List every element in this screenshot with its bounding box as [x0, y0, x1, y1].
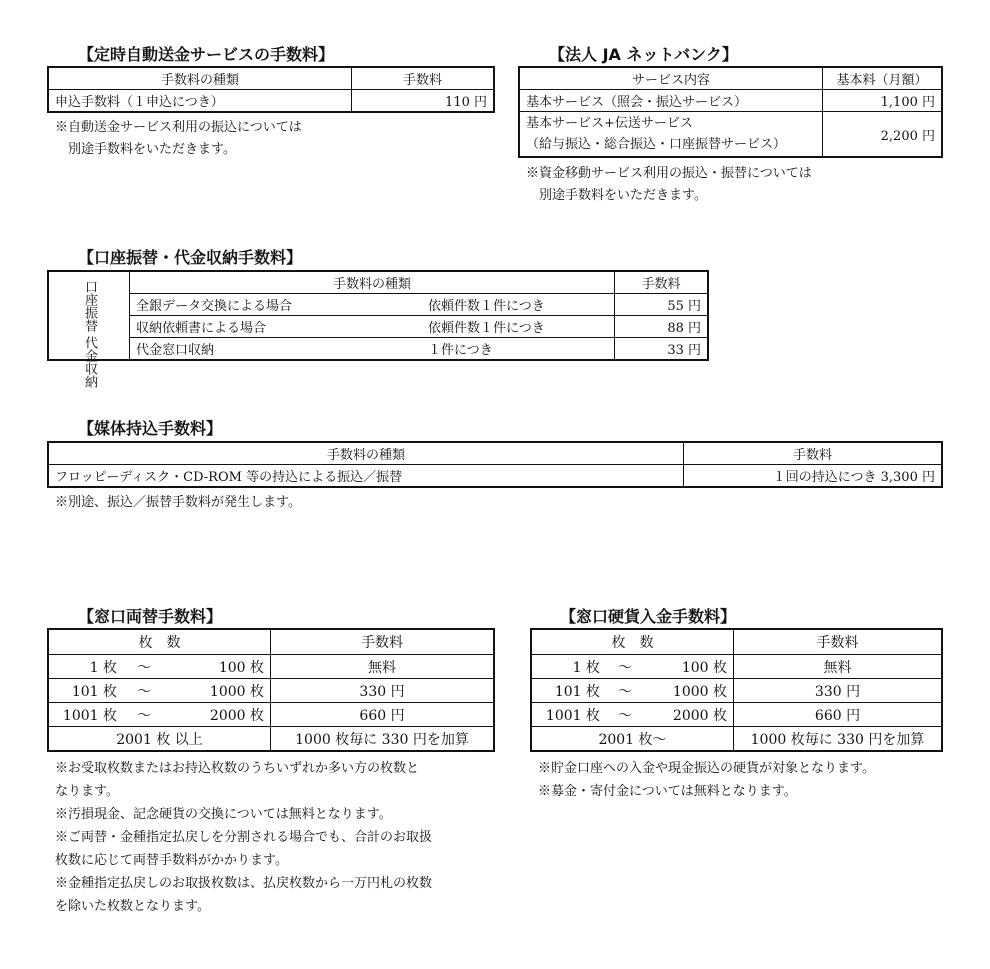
media-notes: [55, 492, 301, 514]
netbank-table: [518, 66, 943, 158]
note-line: ※自動送金サービス利用の振込については: [55, 120, 302, 135]
fee-cell: 660 円: [734, 703, 943, 727]
header-cell: 手数料: [684, 442, 943, 465]
table-header-row: [48, 442, 942, 465]
fee-cell: 330 円: [734, 679, 943, 703]
table-cell: 申込手数料（１申込につき）: [48, 90, 352, 113]
table-row: [48, 679, 494, 703]
account-transfer-table: [47, 270, 709, 388]
header-cell: サービス内容: [519, 67, 823, 90]
header-cell: 手数料: [734, 629, 943, 655]
range-tilde: ～: [123, 655, 165, 679]
cell-line: 基本サービス+伝送サービス: [526, 116, 693, 131]
count-to: 2000 枚: [165, 703, 271, 727]
table-cell: [519, 112, 823, 158]
header-cell: 枚 数: [48, 629, 271, 655]
table-cell: 2,200 円: [823, 112, 943, 158]
fee-cell: 無料: [271, 655, 495, 679]
table-row: [531, 703, 942, 727]
note-line: を除いた枚数となります。: [55, 899, 210, 914]
side-label: 口座振替 代金収納: [82, 279, 97, 388]
account-transfer-title: 【口座振替・代金収納手数料】: [78, 248, 303, 267]
note-line: ※別途、振込／振替手数料が発生します。: [55, 495, 301, 510]
fee-cell: 1000 枚毎に 330 円を加算: [271, 727, 495, 752]
table-cell: 依頼件数１件につき: [422, 294, 615, 316]
table-header-row: [519, 67, 942, 90]
range-tilde: ～: [123, 703, 165, 727]
header-cell: 枚 数: [531, 629, 734, 655]
media-table: [47, 441, 943, 488]
count-to: 2000 枚: [644, 703, 734, 727]
count-to: 100 枚: [165, 655, 271, 679]
count-range: 2001 枚～: [531, 727, 734, 752]
table-header-row: [48, 629, 494, 655]
header-cell: 手数料: [352, 67, 495, 90]
table-row: [48, 90, 494, 113]
table-cell: 収納依頼書による場合: [130, 316, 423, 338]
coin-deposit-notes: [538, 757, 875, 803]
table-row: [48, 727, 494, 752]
count-from: 1001 枚: [48, 703, 123, 727]
table-cell: 88 円: [615, 316, 709, 338]
note-line: ※資金移動サービス利用の振込・振替については: [526, 166, 812, 181]
media-title: 【媒体持込手数料】: [78, 419, 223, 438]
table-cell: 代金窓口収納: [130, 338, 423, 361]
count-from: 1 枚: [48, 655, 123, 679]
header-cell: 手数料の種類: [130, 271, 615, 294]
exchange-table: [47, 628, 495, 752]
cell-line: （給与振込・総合振込・口座振替サービス）: [526, 137, 787, 152]
auto-transfer-title: 【定時自動送金サービスの手数料】: [78, 45, 335, 64]
range-tilde: ～: [123, 679, 165, 703]
auto-transfer-table: [47, 66, 495, 113]
table-cell: 110 円: [352, 90, 495, 113]
count-to: 1000 枚: [644, 679, 734, 703]
table-row: [531, 655, 942, 679]
table-row: [48, 655, 494, 679]
table-header-row: [48, 271, 708, 294]
table-cell: 依頼件数１件につき: [422, 316, 615, 338]
side-label-cell: [48, 271, 130, 388]
table-cell: 1,100 円: [823, 90, 943, 112]
header-cell: 手数料: [271, 629, 495, 655]
table-row: [531, 679, 942, 703]
coin-deposit-table: [530, 628, 943, 752]
header-cell: 基本料（月額）: [823, 67, 943, 90]
table-header-row: [531, 629, 942, 655]
fee-cell: 660 円: [271, 703, 495, 727]
header-cell: 手数料の種類: [48, 442, 684, 465]
note-line: ※募金・寄付金については無料となります。: [538, 784, 797, 799]
table-row: [519, 112, 942, 158]
note-line: ※金種指定払戻しのお取扱枚数は、払戻枚数から一万円札の枚数: [55, 876, 433, 891]
range-tilde: ～: [606, 655, 644, 679]
note-line: なります。: [55, 784, 119, 799]
fee-cell: 無料: [734, 655, 943, 679]
count-to: 1000 枚: [165, 679, 271, 703]
note-line: 枚数に応じて両替手数料がかかります。: [55, 853, 288, 868]
table-cell: 55 円: [615, 294, 709, 316]
note-line: ※お受取枚数またはお持込枚数のうちいずれか多い方の枚数と: [55, 761, 420, 776]
table-row: [48, 316, 708, 338]
count-to: 100 枚: [644, 655, 734, 679]
table-cell: 全銀データ交換による場合: [130, 294, 423, 316]
range-tilde: ～: [606, 703, 644, 727]
note-line: 別途手数料をいただきます。: [55, 142, 236, 157]
note-line: 別途手数料をいただきます。: [526, 188, 707, 203]
fee-cell: 330 円: [271, 679, 495, 703]
table-row: [48, 338, 708, 361]
table-row: [48, 703, 494, 727]
auto-transfer-notes: [55, 117, 302, 161]
table-row: [48, 294, 708, 316]
table-cell: １件につき: [422, 338, 615, 361]
note-line: ※汚損現金、記念硬貨の交換については無料となります。: [55, 807, 392, 822]
table-cell: 基本サービス（照会・振込サービス）: [519, 90, 823, 112]
range-tilde: ～: [606, 679, 644, 703]
count-from: 101 枚: [48, 679, 123, 703]
fee-cell: 1000 枚毎に 330 円を加算: [734, 727, 943, 752]
count-from: 101 枚: [531, 679, 606, 703]
exchange-notes: [55, 757, 432, 918]
table-header-row: [48, 67, 494, 90]
coin-deposit-title: 【窓口硬貨入金手数料】: [560, 607, 737, 626]
exchange-title: 【窓口両替手数料】: [78, 607, 223, 626]
note-line: ※貯金口座への入金や現金振込の硬貨が対象となります。: [538, 761, 875, 776]
count-from: 1001 枚: [531, 703, 606, 727]
header-cell: 手数料の種類: [48, 67, 352, 90]
netbank-notes: [526, 163, 812, 207]
table-cell: フロッピーディスク・CD-ROM 等の持込による振込／振替: [48, 465, 684, 488]
note-line: ※ご両替・金種指定払戻しを分割される場合でも、合計のお取扱: [55, 830, 433, 845]
table-row: [531, 727, 942, 752]
table-row: [519, 90, 942, 112]
netbank-title: 【法人 JA ネットバンク】: [549, 45, 738, 64]
count-from: 1 枚: [531, 655, 606, 679]
table-cell: 33 円: [615, 338, 709, 361]
header-cell: 手数料: [615, 271, 709, 294]
table-row: [48, 465, 942, 488]
table-cell: １回の持込につき 3,300 円: [684, 465, 943, 488]
count-range: 2001 枚 以上: [48, 727, 271, 752]
